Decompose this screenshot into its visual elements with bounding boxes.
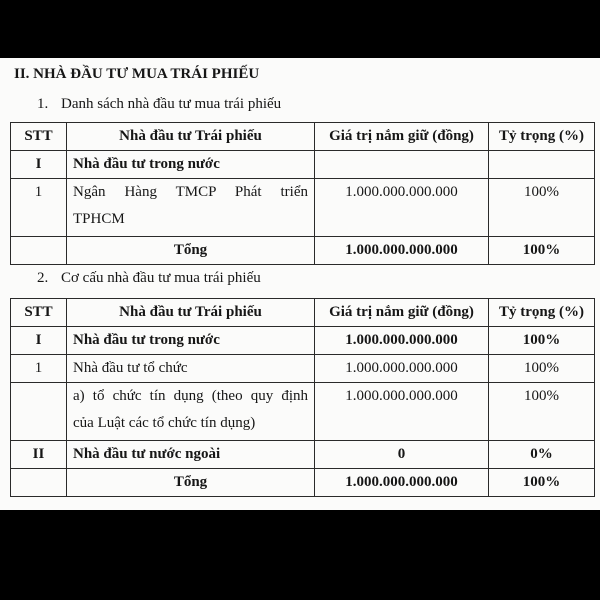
row-value: 1.000.000.000.000 (315, 383, 489, 441)
row-value: 1.000.000.000.000 (315, 355, 489, 383)
row-stt: 1 (11, 179, 67, 237)
total-row (11, 237, 595, 265)
row-stt: I (11, 151, 67, 179)
header-ratio: Tỷ trọng (%) (489, 299, 595, 327)
part2-title: Cơ cấu nhà đầu tư mua trái phiếu (61, 270, 261, 286)
table-row (11, 441, 595, 469)
investor-list-table (10, 122, 595, 265)
table-row (11, 179, 595, 237)
investor-name-line1: Ngân Hàng TMCP Phát triển (73, 184, 308, 200)
row-investor: Nhà đầu tư tổ chức (67, 355, 315, 383)
row-ratio: 100% (489, 179, 595, 237)
investor-name-line2: TPHCM (73, 211, 125, 227)
header-value: Giá trị nắm giữ (đồng) (315, 299, 489, 327)
table-row (11, 327, 595, 355)
row-ratio (489, 151, 595, 179)
row-value: 0 (315, 441, 489, 469)
total-value: 1.000.000.000.000 (315, 237, 489, 265)
total-label: Tổng (67, 237, 315, 265)
row-stt: I (11, 327, 67, 355)
row-stt: 1 (11, 355, 67, 383)
investor-name-line1: a) tổ chức tín dụng (theo quy định (73, 388, 308, 404)
row-investor (67, 179, 315, 237)
table-row (11, 383, 595, 441)
row-stt: II (11, 441, 67, 469)
row-value (315, 151, 489, 179)
row-stt (11, 383, 67, 441)
header-value: Giá trị nắm giữ (đồng) (315, 123, 489, 151)
document-page (0, 58, 600, 510)
row-stt (11, 469, 67, 497)
investor-structure-table (10, 298, 595, 497)
header-investor: Nhà đầu tư Trái phiếu (67, 123, 315, 151)
row-ratio: 0% (489, 441, 595, 469)
part1-number: 1. (37, 96, 49, 112)
section-title: II. NHÀ ĐẦU TƯ MUA TRÁI PHIẾU (14, 66, 260, 82)
part2-heading (37, 270, 261, 287)
header-investor: Nhà đầu tư Trái phiếu (67, 299, 315, 327)
part1-heading (37, 96, 281, 113)
total-label: Tổng (67, 469, 315, 497)
investor-name-line2: của Luật các tổ chức tín dụng) (73, 415, 256, 431)
row-investor: Nhà đầu tư trong nước (67, 151, 315, 179)
part1-title: Danh sách nhà đầu tư mua trái phiếu (61, 96, 282, 112)
table-row (11, 151, 595, 179)
header-ratio: Tỷ trọng (%) (489, 123, 595, 151)
row-ratio: 100% (489, 355, 595, 383)
row-investor: Nhà đầu tư trong nước (67, 327, 315, 355)
header-stt: STT (11, 299, 67, 327)
total-ratio: 100% (489, 469, 595, 497)
row-stt (11, 237, 67, 265)
total-row (11, 469, 595, 497)
table-header-row (11, 123, 595, 151)
part2-number: 2. (37, 270, 49, 286)
header-stt: STT (11, 123, 67, 151)
table-header-row (11, 299, 595, 327)
total-value: 1.000.000.000.000 (315, 469, 489, 497)
row-value: 1.000.000.000.000 (315, 179, 489, 237)
row-investor: Nhà đầu tư nước ngoài (67, 441, 315, 469)
row-ratio: 100% (489, 383, 595, 441)
table-row (11, 355, 595, 383)
total-ratio: 100% (489, 237, 595, 265)
row-ratio: 100% (489, 327, 595, 355)
row-investor (67, 383, 315, 441)
row-value: 1.000.000.000.000 (315, 327, 489, 355)
